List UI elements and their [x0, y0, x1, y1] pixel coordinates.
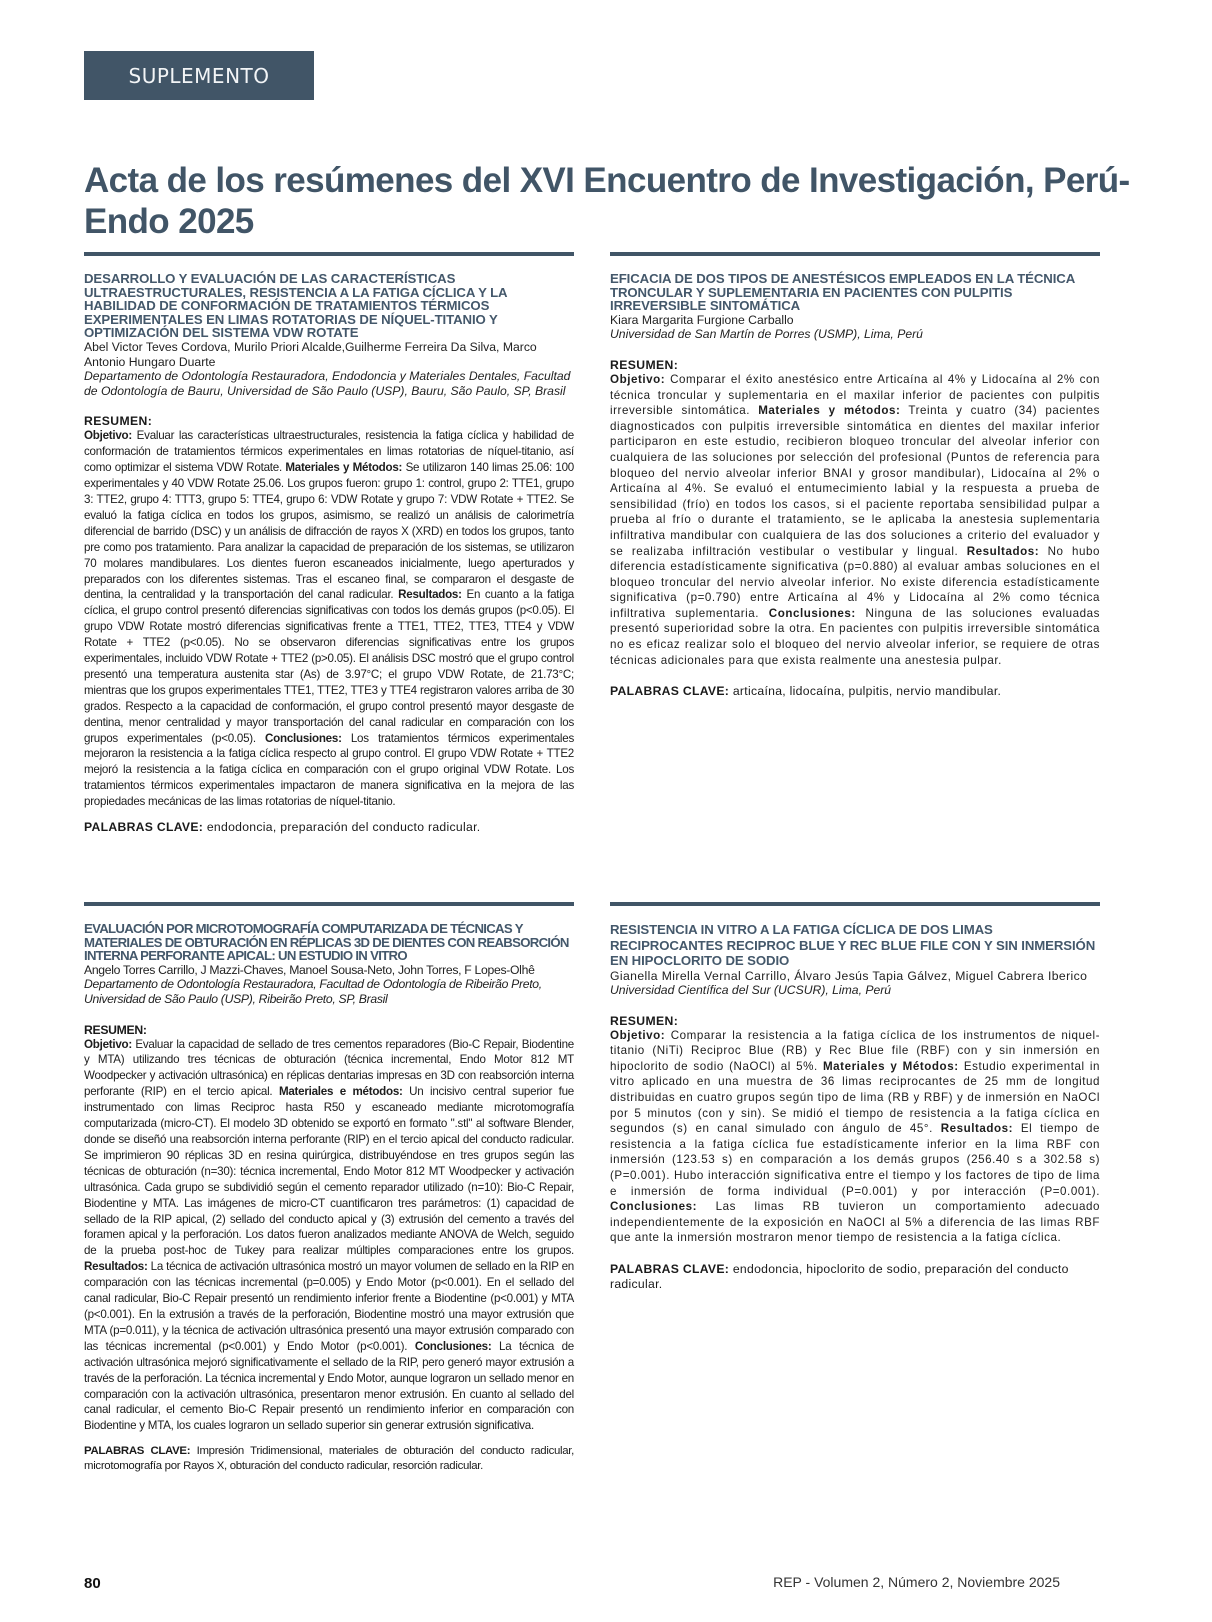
conclusiones-label: Conclusiones:: [414, 1339, 492, 1353]
objetivo-label: Objetivo:: [84, 1037, 132, 1051]
keywords-label: PALABRAS CLAVE:: [610, 684, 730, 699]
keywords: [610, 1262, 1100, 1292]
resultados-text: El tiempo de resistencia a la fatiga cíclica fue estadísticamente inferior en la lima RBF con inmersión (123.53 s) en comparación a los demás grupos (256.40 s a 302.58 s) (P=0.001). Hubo interacción significativa entre el tiempo y los factores de tipo de lima e inmersión de forma individual (P=0.001) y por interacción (P=0.001).: [610, 1122, 1100, 1198]
abstract-title: DESARROLLO Y EVALUACIÓN DE LAS CARACTERÍSTICAS ULTRAESTRUCTURALES, RESISTENCIA A LA FATIGA CÍCLICA Y LA HABILIDAD DE CONFORMACIÓN DE TRATAMIENTOS TÉRMICOS EXPERIMENTALES EN LIMAS ROTATORIAS DE NÍQUEL-TITANIO Y OPTIMIZACIÓN DEL SISTEMA VDW ROTATE: [84, 271, 507, 341]
metodos-text: Estudio experimental in vitro aplicado en una muestra de 36 limas reciprocantes de 25 mm de longitud distribuidas en cuatro grupos según tipo de lima (RB y RBF) y de inmersión en NaOCl por 5 minutos (con y sin). Se midió el tiempo de resistencia a la fatiga cíclica en segundos (s) en canal simulado con ángulo de 45°.: [610, 1059, 1100, 1136]
abstract-affiliation: Departamento de Odontología Restauradora, Endodoncia y Materiales Dentales, Facultad de Odontología de Bauru, Universidad de São Paulo (USP), Bauru, São Paulo, SP, Brasil: [84, 369, 571, 398]
metodos-text: Se utilizaron 140 limas 25.06: 100 experimentales y 40 VDW Rotate 25.06. Los grupos fueron: grupo 1: control, grupo 2: TTE1, grupo 3: TTE2, grupo 4: TTT3, grupo 5: TTE4, grupo 6: VDW Rotate y grupo 7: VDW Rotate + TTE2. Se evaluó la fatiga cíclica en todos los grupos, asimismo, se realizó un análisis de calorimetría diferencial de barrido (DSC) y un análisis de difracción de rayos X (XRD) en todos los grupos, tanto pre como pos tratamiento. Para analizar la capacidad de preparación de los sistemas, se utilizaron 70 molares mandibulares. Los dientes fueron escaneados inicialmente, luego aperturados y preparados con los diferentes sistemas. Tras el escaneo final, se compararon el desgaste de dentina, la centralidad y la transportación del canal radicular.: [84, 461, 575, 602]
metodos-label: Materiales y Métodos:: [285, 461, 403, 475]
abstract-2: [610, 252, 1100, 699]
resultados-label: Resultados:: [966, 544, 1040, 558]
abstract-body: [610, 372, 1100, 668]
objetivo-text: Evaluar las características ultraestructurales, resistencia la fatiga cíclica y habilidad de conformación de tratamientos térmicos experimentales en limas rotatorias de níquel-titanio, así como optimizar el sistema VDW Rotate.: [84, 429, 574, 475]
keywords-label: PALABRAS CLAVE:: [610, 1262, 730, 1276]
metodos-text: Treinta y cuatro (34) pacientes diagnosticados con pulpitis irreversible sintomática en dientes del maxilar inferior participaron en este estudio, recibieron bloqueo troncular del alveolar inferior con cualquiera de las soluciones por selección del profesional (Puntos de referencia para bloqueo del nervio alveolar inferior BNAI y grosor mandibular), Lidocaína al 2% o Articaína al 4%. Se evaluó el entumecimiento labial y la respuesta a prueba de sensibilidad (frío) en todos los casos, si el paciente reportaba sensibilidad pulpar a prueba al frío o durante el tratamiento, se le aplicaba la anestesia suplementaria infiltrativa mandibular con cualquiera de las dos soluciones a criterio del evaluador y se realizaba infiltración vestibular o vestibular y lingual.: [610, 404, 1101, 558]
conclusiones-label: Conclusiones:: [768, 606, 856, 620]
conclusiones-text: Las limas RB tuvieron un comportamiento adecuado independientemente de la exposición en NaOCl al 5% a diferencia de las limas RBF que ante la inmersión mostraron menor tiempo de resistencia a la fatiga cíclica.: [610, 1200, 1100, 1245]
abstract-title: EVALUACIÓN POR MICROTOMOGRAFÍA COMPUTARIZADA DE TÉCNICAS Y MATERIALES DE OBTURACIÓN EN RÉPLICAS 3D DE DIENTES CON REABSORCIÓN INTERNA PERFORANTE APICAL: UN ESTUDIO IN VITRO: [84, 921, 569, 964]
abstract-3: [84, 902, 574, 1473]
abstract-authors: Angelo Torres Carrillo, J Mazzi-Chaves, Manoel Sousa-Neto, John Torres, F Lopes-Olhê: [84, 962, 535, 977]
keywords-text: articaína, lidocaína, pulpitis, nervio mandibular.: [729, 684, 1002, 699]
abstract-affiliation: Universidad de San Martín de Porres (USMP), Lima, Perú: [610, 327, 923, 342]
conclusiones-text: Los tratamientos térmicos experimentales mejoraron la resistencia a la fatiga cíclica respecto al grupo control. El grupo VDW Rotate + TTE2 mejoró la resistencia a la fatiga cíclica en comparación con el grupo original VDW Rotate. Los tratamientos térmicos experimentales impactaron de manera significativa en la mejora de las propiedades mecánicas de las limas rotatorias de níquel-titanio.: [84, 731, 575, 809]
section-divider: [610, 902, 1100, 906]
keywords-label: PALABRAS CLAVE:: [84, 820, 204, 835]
resultados-label: Resultados:: [84, 1260, 148, 1274]
keywords: [84, 1444, 574, 1473]
resumen-heading: RESUMEN:: [84, 1022, 147, 1037]
abstract-body: [84, 1037, 574, 1435]
keywords-label: PALABRAS CLAVE:: [84, 1445, 191, 1458]
keywords: [84, 820, 574, 835]
metodos-text: Un incisivo central superior fue instrumentado con limas Reciproc hasta R50 y escaneado mediante microtomografía computarizada (micro-CT). El modelo 3D obtenido se exportó en formato ".stl" al software Blender, donde se diseñó una reabsorción interna perforante (RIP) en el tercio apical del conducto radicular. Se imprimieron 90 réplicas 3D en resina quirúrgica, distribuyéndose en tres grupos según las técnicas de obturación (n=30): técnica incremental, Endo Motor 812 MT Woodpecker y activación ultrasónica. Cada grupo se subdividió según el cemento reparador utilizado (n=10): Bio-C Repair, Biodentine y MTA. Las imágenes de micro-CT cuantificaron tres parámetros: (1) capacidad de sellado de la RIP apical, (2) sellado del conducto apical y (3) extrusión del cemento a través del foramen apical y la perforación. Los datos fueron analizados mediante ANOVA de Welch, seguido de la prueba post-hoc de Tukey para realizar múltiples comparaciones entre los grupos.: [84, 1085, 574, 1258]
journal-citation: REP - Volumen 2, Número 2, Noviembre 2025: [773, 1574, 1060, 1590]
page-number: 80: [84, 1575, 101, 1592]
objetivo-label: Objetivo:: [610, 372, 666, 386]
objetivo-text: Comparar la resistencia a la fatiga cíclica de los instrumentos de niquel-titanio (NiTi) Reciproc Blue (RB) y Rec Blue file (RBF) con y sin inmersión en hipoclorito de sodio (NaOCl) al 5%.: [610, 1028, 1100, 1073]
keywords-text: Impresión Tridimensional, materiales de obturación del conducto radicular, microtomografía por Rayos X, obturación del conducto radicular, resorción radicular.: [84, 1445, 574, 1472]
resumen-heading: RESUMEN:: [610, 1013, 679, 1028]
objetivo-label: Objetivo:: [84, 429, 132, 443]
conclusiones-text: Ninguna de las soluciones evaluadas presentó superioridad sobre la otra. En pacientes con pulpitis irreversible sintomática no es eficaz realizar solo el bloqueo del nervio alveolar inferior, se requiere de otras técnicas adicionales para que exista realmente una anestesia pulpar.: [610, 606, 1100, 667]
abstract-1: [84, 252, 574, 835]
keywords-text: endodoncia, preparación del conducto radicular.: [203, 820, 481, 835]
resumen-heading: RESUMEN:: [84, 414, 153, 429]
abstract-affiliation: Departamento de Odontología Restauradora, Facultad de Odontología de Ribeirão Preto, Universidad de São Paulo (USP), Ribeirão Preto, SP, Brasil: [84, 977, 542, 1006]
abstract-body: [84, 428, 574, 810]
resultados-label: Resultados:: [398, 588, 462, 602]
conclusiones-label: Conclusiones:: [610, 1200, 698, 1214]
resultados-text: La técnica de activación ultrasónica mostró un mayor volumen de sellado en la RIP en comparación con las técnicas incremental (p=0.005) y Endo Motor (p<0.001). En el sellado del canal radicular, Bio-C Repair presentó un rendimiento inferior frente a Biodentine (p<0.001) y MTA (p<0.001). En la extrusión a través de la perforación, Biodentine mostró una mayor extrusión que MTA (p=0.011), y la técnica de activación ultrasónica presentó una mayor extrusión comparado con las técnicas incremental (p<0.001) y Endo Motor (p<0.001).: [84, 1260, 574, 1353]
abstract-authors: Gianella Mirella Vernal Carrillo, Álvaro Jesús Tapia Gálvez, Miguel Cabrera Iberico: [610, 968, 1088, 983]
conclusiones-label: Conclusiones:: [265, 731, 342, 745]
section-divider: [84, 252, 574, 256]
section-tag: SUPLEMENTO: [84, 51, 314, 100]
keywords: [610, 684, 1100, 699]
abstract-4: [610, 902, 1100, 1292]
conclusiones-text: La técnica de activación ultrasónica mejoró significativamente el sellado de la RIP, pero generó mayor extrusión a través de la perforación. La técnica incremental y Endo Motor, aunque lograron un sellado menor en comparación con la activación ultrasónica, presentaron menor extrusión. En cuanto al sellado del canal radicular, el cemento Bio-C Repair presentó un rendimiento inferior en comparación con Biodentine y MTA, los cuales lograron un sellado superior sin generar extrusión significativa.: [84, 1339, 574, 1433]
keywords-text: endodoncia, hipoclorito de sodio, preparación del conducto radicular.: [610, 1262, 1069, 1291]
resultados-text: No hubo diferencia estadísticamente significativa (p=0.880) al evaluar ambas soluciones en el bloqueo troncular del nervio alveolar inferior. No existe diferencia estadísticamente significativa (p=0.790) entre Articaína al 4% y Lidocaína al 2% como técnica infiltrativa suplementaria.: [610, 544, 1100, 620]
metodos-label: Materiales y Métodos:: [822, 1059, 959, 1073]
metodos-label: Materiales y métodos:: [758, 404, 901, 418]
resultados-text: En cuanto a la fatiga cíclica, el grupo control presentó diferencias significativas con todos los demás grupos (p<0.05). El grupo VDW Rotate mostró diferencias significativas frente a TTE1, TTE2, TTE3, TTE4 y VDW Rotate + TTE2 (p<0.05). No se observaron diferencias significativas entre los grupos experimentales, incluido VDW Rotate + TTE2 (p>0.05). El análisis DSC mostró que el grupo control presentó una temperatura austenita star (As) de 3.97°C; el grupo VDW Rotate, de 21.73°C; mientras que los grupos experimentales TTE1, TTE2, TTE3 y TTE4 registraron valores arriba de 30 grados. Respecto a la capacidad de conformación, el grupo control presentó mayor desgaste de dentina, menor centralidad y mayor transportación del canal radicular en comparación con los grupos experimentales (p<0.05).: [84, 588, 574, 745]
abstract-authors: Kiara Margarita Furgione Carballo: [610, 312, 794, 327]
abstract-title: RESISTENCIA IN VITRO A LA FATIGA CÍCLICA DE DOS LIMAS RECIPROCANTES RECIPROC BLUE Y REC BLUE FILE CON Y SIN INMERSIÓN EN HIPOCLORITO DE SODIO: [610, 922, 1096, 968]
resultados-label: Resultados:: [940, 1122, 1014, 1136]
section-divider: [84, 902, 574, 906]
objetivo-label: Objetivo:: [610, 1028, 666, 1042]
resumen-heading: RESUMEN:: [610, 357, 679, 372]
abstract-title: EFICACIA DE DOS TIPOS DE ANESTÉSICOS EMPLEADOS EN LA TÉCNICA TRONCULAR Y SUPLEMENTARIA EN PACIENTES CON PULPITIS IRREVERSIBLE SINTOMÁTICA: [610, 271, 1075, 314]
abstract-body: [610, 1028, 1100, 1246]
objetivo-text: Comparar el éxito anestésico entre Articaína al 4% y Lidocaína al 2% con técnica troncular y suplementaria en el maxilar inferior de pacientes con pulpitis irreversible sintomática.: [610, 372, 1100, 418]
abstract-affiliation: Universidad Científica del Sur (UCSUR), Lima, Perú: [610, 983, 892, 998]
section-divider: [610, 252, 1100, 256]
page-title: Acta de los resúmenes del XVI Encuentro de Investigación, Perú-Endo 2025: [84, 161, 1130, 241]
abstract-authors: Abel Victor Teves Cordova, Murilo Priori Alcalde,Guilherme Ferreira Da Silva, Marco Antonio Hungaro Duarte: [84, 339, 537, 369]
metodos-label: Materiales e métodos:: [278, 1085, 403, 1099]
objetivo-text: Evaluar la capacidad de sellado de tres cementos reparadores (Bio-C Repair, Biodentine y MTA) utilizando tres técnicas de obturación (técnica incremental, Endo Motor 812 MT Woodpecker y activación ultrasónica) en réplicas dentarias impresas en 3D con reabsorción interna perforante (RIP) en el tercio apical.: [84, 1037, 574, 1099]
